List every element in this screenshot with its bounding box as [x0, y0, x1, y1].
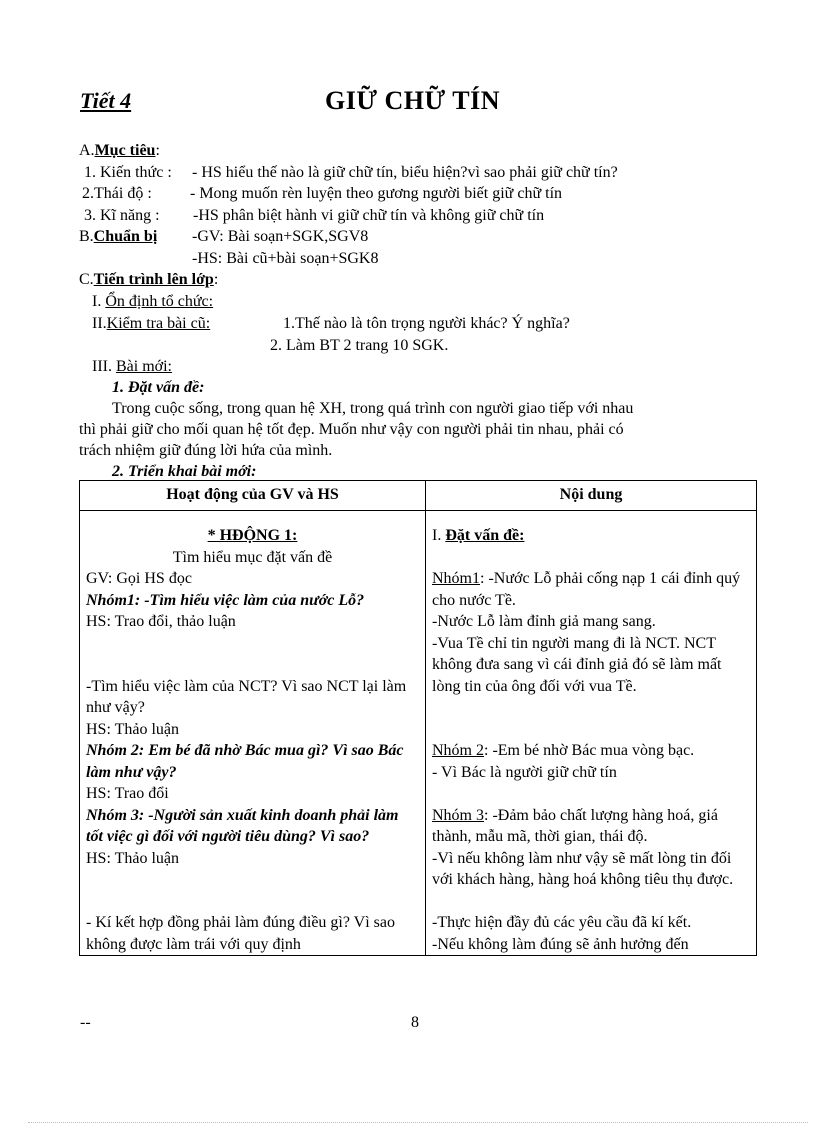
content-line: -Thực hiện đầy đủ các yêu cầu đã kí kết. — [432, 914, 692, 931]
period-label: Tiết 4 — [80, 88, 132, 113]
attitude-text: - Mong muốn rèn luyện theo gương người biết giữ chữ tín — [190, 185, 563, 202]
content-cell — [426, 511, 757, 956]
group-3-question: Nhóm 3: -Người sản xuất kinh doanh phải làm tốt việc gì đối với người tiêu dùng? Vì sao? — [86, 806, 399, 845]
contract-question: - Kí kết hợp đồng phải làm đúng điều gì? Vì sao không được làm trái với quy định — [86, 914, 396, 953]
activity-line: HS: Thảo luận — [86, 720, 180, 738]
skill-label: 3. Kĩ năng : — [84, 207, 160, 224]
student-prep: -HS: Bài cũ+bài soạn+SGK8 — [192, 250, 379, 267]
teacher-prep: -GV: Bài soạn+SGK,SGV8 — [192, 228, 369, 245]
column-header-content: Nội dung — [426, 481, 757, 511]
activity-line: GV: Gọi HS đọc — [86, 570, 192, 587]
content-line: -Nếu không làm đúng sẽ ảnh hưởng đến — [432, 935, 689, 953]
knowledge-text: - HS hiểu thế nào là giữ chữ tín, biểu hiện?vì sao phải giữ chữ tín? — [192, 164, 618, 181]
column-header-activities: Hoạt động của GV và HS — [80, 481, 426, 511]
footer-dash: -- — [80, 1014, 91, 1031]
intro-line-1: Trong cuộc sống, trong quan hệ XH, trong quá trình con người giao tiếp với nhau — [112, 400, 634, 417]
content-line: - Vì Bác là người giữ chữ tín — [432, 763, 617, 781]
content-section-heading: I. Đặt vấn đề: — [432, 527, 525, 544]
activity-subtitle: Tìm hiểu mục đặt vấn đề — [172, 548, 333, 566]
group-3-answer: Nhóm 3: -Đảm bảo chất lượng hàng hoá, giá thành, mẫu mã, thời gian, thái độ. — [432, 806, 718, 845]
section-b-heading: B.Chuẩn bị — [79, 228, 158, 245]
group-1-answer: Nhóm1: -Nước Lỗ phải cống nạp 1 cái đỉnh quý cho nước Tề. — [432, 570, 741, 609]
item-organization: I. Ổn định tổ chức: — [92, 293, 214, 310]
activities-cell — [80, 511, 426, 956]
nct-question: -Tìm hiểu việc làm của NCT? Vì sao NCT lại làm như vậy? — [86, 677, 407, 716]
activity-line: HS: Thảo luận — [86, 849, 180, 867]
page-number: 8 — [411, 1014, 419, 1031]
item-check-lesson: II.Kiểm tra bài cũ: — [92, 315, 211, 332]
group-2-answer: Nhóm 2: -Em bé nhờ Bác mua vòng bạc. — [432, 742, 695, 759]
subheading-problem: 1. Đặt vấn đề: — [112, 379, 205, 396]
attitude-label: 2.Thái độ : — [82, 185, 152, 202]
intro-line-3: trách nhiệm giữ đúng lời hứa của mình. — [79, 442, 333, 459]
section-c-heading: C.Tiến trình lên lớp: — [79, 271, 219, 288]
skill-text: -HS phân biệt hành vi giữ chữ tín và không giữ chữ tín — [193, 207, 545, 224]
section-a-heading: A.Mục tiêu: — [79, 142, 160, 159]
content-line: -Vua Tề chỉ tin người mang đi là NCT. NCT không đưa sang vì cái đỉnh giả đó sẽ làm mất lòng tin của ông đối với vua Tề. — [432, 634, 722, 695]
group-1-question: Nhóm1: -Tìm hiểu việc làm của nước Lỗ? — [86, 591, 365, 609]
check-question-1: 1.Thế nào là tôn trọng người khác? Ý nghĩa? — [283, 315, 570, 332]
intro-line-2: thì phải giữ cho mối quan hệ tốt đẹp. Muốn như vậy con người phải tin nhau, phải có — [79, 421, 624, 438]
subheading-deploy: 2. Triển khai bài mới: — [112, 463, 257, 480]
knowledge-label: 1. Kiến thức : — [84, 164, 172, 181]
activity-line: HS: Trao đổi — [86, 785, 169, 802]
page-title: GIỮ CHỮ TÍN — [325, 86, 500, 115]
content-line: -Nước Lỗ làm đỉnh giả mang sang. — [432, 613, 656, 630]
item-new-lesson: III. Bài mới: — [92, 358, 172, 375]
lesson-table — [79, 480, 757, 956]
activity-line: HS: Trao đổi, thảo luận — [86, 613, 236, 630]
group-2-question: Nhóm 2: Em bé đã nhờ Bác mua gì? Vì sao Bác làm như vậy? — [86, 742, 404, 781]
activity-title: * HĐỘNG 1: — [207, 527, 298, 544]
content-line: -Vì nếu không làm như vậy sẽ mất lòng tin đối với khách hàng, hàng hoá không tiêu thụ được. — [432, 849, 734, 888]
check-question-2: 2. Làm BT 2 trang 10 SGK. — [270, 337, 449, 354]
